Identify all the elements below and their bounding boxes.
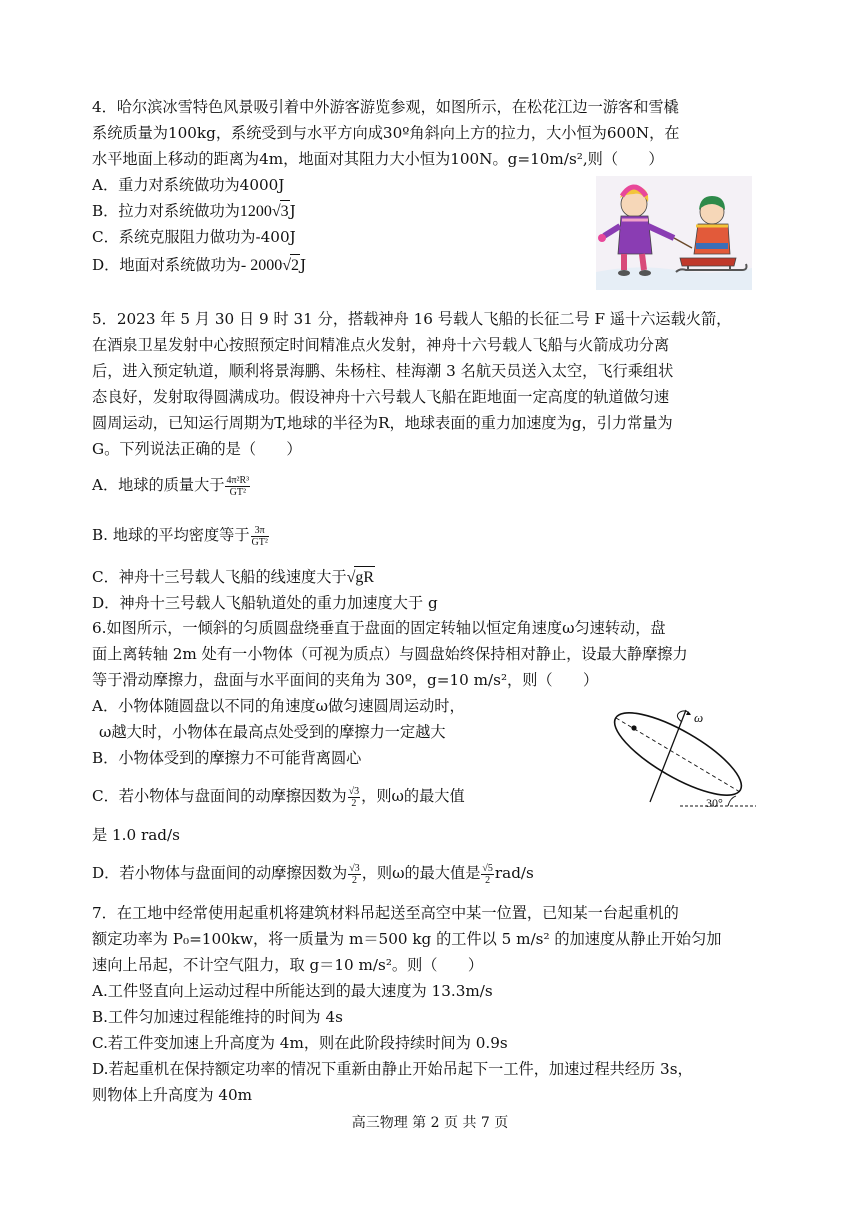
q6-option-d-denominator-2: 2 <box>485 874 491 886</box>
q6-option-c-denominator: 2 <box>351 797 357 809</box>
q5-stem-line-1: 5．2023 年 5 月 30 日 9 时 31 分，搭载神舟 16 号载人飞船的长征二号 F 遥十六运载火箭， <box>92 310 732 328</box>
q6-option-d-fraction-1 <box>348 863 361 886</box>
q6-option-c-fraction <box>348 786 361 809</box>
q5-stem-line-2: 在酒泉卫星发射中心按照预定时间精准点火发射，神舟十六号载人飞船与火箭成功分离 <box>92 336 670 354</box>
q5-option-a-fraction <box>225 475 250 498</box>
q6-option-d <box>92 862 534 886</box>
q6-option-c-numerator: √3 <box>348 785 360 797</box>
q5-stem-line-5: 圆周运动，已知运行周期为T,地球的半径为R，地球表面的重力加速度为g，引力常量为 <box>92 414 673 432</box>
q7-stem-line-3: 速向上吊起，不计空气阻力，取 g＝10 m/s²。则（ ） <box>92 956 484 974</box>
q7-option-a: A.工件竖直向上运动过程中所能达到的最大速度为 13.3m/s <box>92 982 493 1000</box>
q6-option-d-middle: ，则ω的最大值是 <box>361 864 481 882</box>
q4-stem-line-2: 系统质量为100kg，系统受到与水平方向成30º角斜向上方的拉力，大小恒为600N，在 <box>92 124 680 142</box>
q6-option-d-numerator-1: √3 <box>349 862 360 874</box>
q5-stem-line-6: G。下列说法正确的是（ ） <box>92 440 302 458</box>
q6-option-d-fraction-2 <box>481 863 494 886</box>
q6-option-c-tail: ，则ω的最大值 <box>361 787 465 805</box>
q5-option-b-denominator: GT² <box>251 536 268 548</box>
q4-option-d-value: - 2000 <box>240 257 283 274</box>
q6-option-d-label: D．若小物体与盘面间的动摩擦因数为 <box>92 864 348 882</box>
q5-option-d: D．神舟十三号载人飞船轨道处的重力加速度大于 g <box>92 594 438 612</box>
q5-option-a <box>92 474 251 498</box>
q5-option-b-numerator: 3π <box>251 525 269 537</box>
sled-illustration <box>596 176 752 290</box>
q4-option-a: A．重力对系统做功为4000J <box>92 176 285 194</box>
q6-option-a-line-2: ω越大时，小物体在最高点处受到的摩擦力一定越大 <box>99 723 446 741</box>
q4-option-b: B．拉力对系统做功为1200√3J <box>92 200 296 223</box>
q4-stem-line-3: 水平地面上移动的距离为4m，地面对其阻力大小恒为100N。g=10m/s²,则（ ） <box>92 150 664 168</box>
q6-stem-line-1: 6.如图所示，一倾斜的匀质圆盘绕垂直于盘面的固定转轴以恒定角速度ω匀速转动，盘 <box>92 619 666 637</box>
q4-option-b-radicand: 3 <box>280 200 290 223</box>
q6-option-c-line-2: 是 1.0 rad/s <box>92 826 180 844</box>
q4-option-d-unit: J <box>299 256 307 274</box>
q4-option-d: D．地面对系统做功为- 2000√2J <box>92 254 306 277</box>
q5-option-a-label: A．地球的质量大于 <box>92 476 225 494</box>
q6-option-c-label: C．若小物体与盘面间的动摩擦因数为 <box>92 787 347 805</box>
q5-option-a-numerator: 4π²R³ <box>226 474 250 486</box>
q4-option-b-unit: J <box>289 202 296 220</box>
q5-stem-line-3: 后，进入预定轨道，顺利将景海鹏、朱杨柱、桂海潮 3 名航天员送入太空，飞行乘组状 <box>92 362 674 380</box>
q7-stem-line-2: 额定功率为 P₀=100kw，将一质量为 m＝500 kg 的工件以 5 m/s² 的加速度从静止开始匀加 <box>92 930 722 948</box>
q7-option-d-line-2: 则物体上升高度为 40m <box>92 1086 253 1104</box>
q6-option-a-line-1: A．小物体随圆盘以不同的角速度ω做匀速圆周运动时， <box>92 697 465 715</box>
q7-option-c: C.若工件变加速上升高度为 4m，则在此阶段持续时间为 0.9s <box>92 1034 508 1052</box>
q5-option-c-radicand: gR <box>354 566 375 589</box>
page-footer: 高三物理 第 2 页 共 7 页 <box>351 1115 509 1131</box>
angle-label: 30° <box>706 796 723 810</box>
q5-option-c: C．神舟十三号载人飞船的线速度大于√gR <box>92 566 375 589</box>
q4-option-b-label: B．拉力对系统做功为 <box>92 202 240 220</box>
q6-option-d-unit: rad/s <box>494 864 534 882</box>
q4-stem-line-1: 4．哈尔滨冰雪特色风景吸引着中外游客游览参观，如图所示，在松花江边一游客和雪橇 <box>92 98 679 116</box>
q5-option-a-denominator: GT² <box>229 486 246 498</box>
q6-option-d-numerator-2: √5 <box>482 862 493 874</box>
q4-option-b-value: 1200 <box>239 203 272 220</box>
q6-option-b: B．小物体受到的摩擦力不可能背离圆心 <box>92 749 362 767</box>
omega-label: ω <box>694 710 704 725</box>
q5-option-b-fraction <box>251 525 269 548</box>
q7-option-d-line-1: D.若起重机在保持额定功率的情况下重新由静止开始吊起下一工件，加速过程共经历 3s， <box>92 1060 693 1078</box>
q6-option-c-line-1 <box>92 785 465 809</box>
q5-stem-line-4: 态良好，发射取得圆满成功。假设神舟十六号载人飞船在距地面一定高度的轨道做匀速 <box>92 388 670 406</box>
q4-option-d-radicand: 2 <box>290 254 300 277</box>
q4-option-d-label: D．地面对系统做功为 <box>92 256 241 274</box>
q6-stem-line-2: 面上离转轴 2m 处有一小物体（可视为质点）与圆盘始终保持相对静止，设最大静摩擦力 <box>92 645 688 663</box>
q5-option-b-label: B. 地球的平均密度等于 <box>92 526 250 544</box>
tilted-disk-figure <box>598 702 758 814</box>
q6-stem-line-3: 等于滑动摩擦力，盘面与水平面间的夹角为 30º，g=10 m/s²，则（ ） <box>92 671 599 689</box>
q7-option-b: B.工件匀加速过程能维持的时间为 4s <box>92 1008 343 1026</box>
q4-option-c: C．系统克服阻力做功为-400J <box>92 228 296 246</box>
q6-option-d-denominator-1: 2 <box>351 874 357 886</box>
q5-option-b <box>92 524 270 548</box>
q5-option-c-label: C．神舟十三号载人飞船的线速度大于 <box>92 568 347 586</box>
q7-stem-line-1: 7．在工地中经常使用起重机将建筑材料吊起送至高空中某一位置，已知某一台起重机的 <box>92 904 679 922</box>
